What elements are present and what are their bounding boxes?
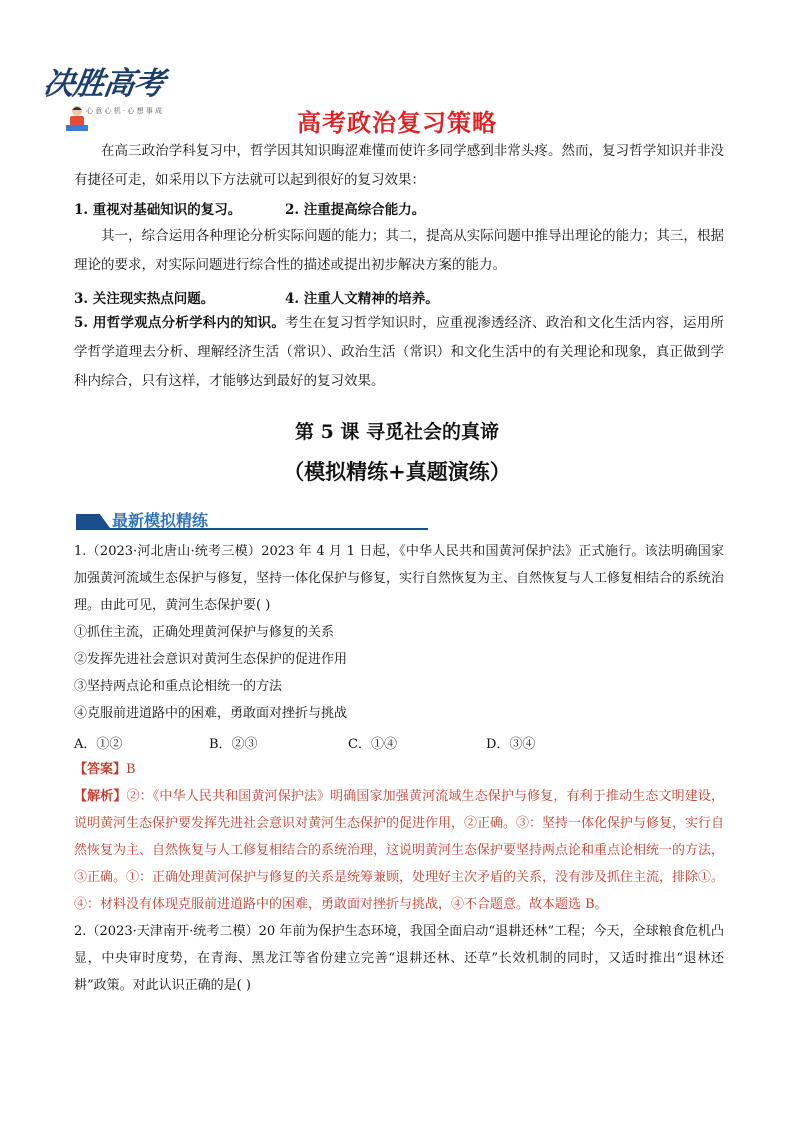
tip-2: 2. 注重提高综合能力。 (285, 202, 426, 218)
question-1-stem: 1.（2023·河北唐山·统考三模）2023 年 4 月 1 日起，《中华人民共和国黄河保护法》正式施行。该法明确国家加强黄河流域生态保护与修复，坚持一体化保护与修复，实行自然恢复为主、自然恢复与人工修复相结合的系统治理。由此可见，黄河生态保护要( ) (74, 544, 725, 613)
tip-2-detail: 其一，综合运用各种理论分析实际问题的能力；其二，提高从实际问题中推导出理论的能力；其三，根据理论的要求，对实际问题进行综合性的描述或提出初步解决方案的能力。 (74, 228, 724, 273)
answer-line (74, 756, 136, 783)
page-title: 高考政治复习策略 (297, 109, 497, 137)
question-1-item: ③坚持两点论和重点论相统一的方法 (74, 679, 283, 694)
question-2-stem: 2.（2023·天津南开·统考二模）20 年前为保护生态环境，我国全面启动“退耕还林”工程；今天，全球粮食危机凸显，中央审时度势，在青海、黑龙江等省份建立完善“退耕还林、还草”长效机制的同时，又适时推出“退林还耕”政策。对此认识正确的是( ) (74, 924, 724, 993)
section-marker-icon (76, 514, 110, 528)
lesson-subtitle: （模拟精练+真题演练） (283, 459, 511, 484)
lesson-title: 第 5 课 寻觅社会的真谛 (294, 421, 500, 443)
choice-b: B．②③ (209, 737, 258, 752)
tip-4: 4. 注重人文精神的培养。 (285, 291, 439, 307)
intro-paragraph: 在高三政治学科复习中，哲学因其知识晦涩难懂而使许多同学感到非常头疼。然而，复习哲学知识并非没有捷径可走，如采用以下方法就可以起到很好的复习效果： (74, 143, 724, 188)
logo-text: 决胜高考 (40, 66, 167, 102)
answer-value: B (126, 762, 136, 777)
tip-1: 1. 重视对基础知识的复习。 (74, 202, 242, 218)
section-header (76, 508, 428, 532)
question-1-item: ④克服前进道路中的困难，勇敢面对挫折与挑战 (74, 706, 348, 721)
question-1-item: ①抓住主流，正确处理黄河保护与修复的关系 (74, 625, 335, 640)
logo-subtext: 心 意 心 机 · 心 想 事 成 (86, 107, 163, 115)
section-label: 最新模拟精练 (112, 511, 209, 530)
tip-3: 3. 关注现实热点问题。 (74, 291, 215, 307)
question-1-item: ②发挥先进社会意识对黄河生态保护的促进作用 (74, 652, 348, 667)
analysis-paragraph (74, 783, 724, 918)
analysis-tag: 【解析】 (74, 789, 127, 804)
choice-d: D．③④ (486, 737, 536, 752)
choice-a: A．①② (74, 737, 123, 752)
answer-tag: 【答案】 (74, 762, 127, 777)
choice-c: C．①④ (348, 737, 397, 752)
analysis-body: ②：《中华人民共和国黄河保护法》明确国家加强黄河流域生态保护与修复，有利于推动生态文明建设，说明黄河生态保护要发挥先进社会意识对黄河生态保护的促进作用，②正确。③：坚持一体化保护与修复，实行自然恢复为主、自然恢复与人工修复相结合的系统治理，这说明黄河生态保护要坚持两点论和重点论相统一的方法，③正确。①：正确处理黄河保护与修复的关系是统筹兼顾，处理好主次矛盾的关系，没有涉及抓住主流，排除①。④：材料没有体现克服前进道路中的困难，勇敢面对挫折与挑战，④不合题意。故本题选 B。 (74, 789, 725, 912)
tip-5 (74, 309, 724, 396)
tip-5-body: 考生在复习哲学知识时，应重视渗透经济、政治和文化生活内容，运用所学哲学道理去分析、理解经济生活（常识）、政治生活（常识）和文化生活中的有关理论和现象，真正做到学科内综合，只有这样，才能够达到最好的复习效果。 (74, 315, 725, 389)
tip-5-heading: 5. 用哲学观点分析学科内的知识。 (74, 315, 286, 331)
